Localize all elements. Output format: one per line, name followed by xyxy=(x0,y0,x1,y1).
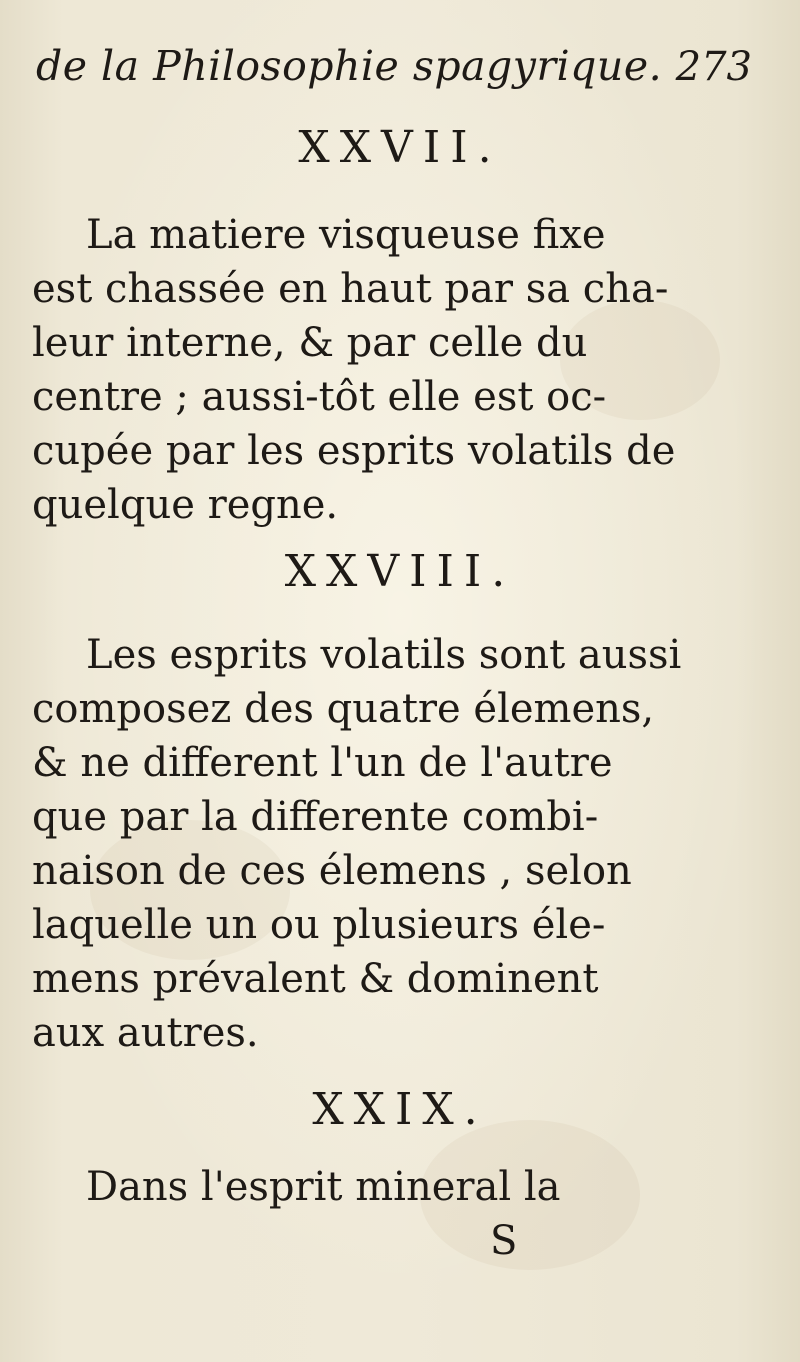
text-line: centre ; aussi-tôt elle est oc- xyxy=(32,374,607,420)
section-paragraph xyxy=(32,628,682,1060)
text-line: leur interne, & par celle du xyxy=(32,320,588,366)
text-line: laquelle un ou plusieurs éle- xyxy=(32,902,606,948)
text-line: composez des quatre élemens, xyxy=(32,686,655,732)
text-line: Dans l'esprit mineral la xyxy=(86,1164,561,1210)
page-number: 273 xyxy=(675,44,752,90)
text-line: est chassée en haut par sa cha- xyxy=(32,266,669,312)
text-line: & ne different l'un de l'autre xyxy=(32,740,613,786)
running-title: de la Philosophie spagyrique. xyxy=(36,42,663,90)
section-heading: XXVIII. xyxy=(284,546,516,597)
text-line: Les esprits volatils sont aussi xyxy=(86,632,682,678)
page-header xyxy=(36,42,756,102)
text-line: cupée par les esprits volatils de xyxy=(32,428,676,474)
text-line: La matiere visqueuse fixe xyxy=(86,212,606,258)
section-paragraph xyxy=(32,1160,672,1214)
section-heading: XXVII. xyxy=(298,122,502,173)
section-paragraph xyxy=(32,208,676,532)
signature-mark: S xyxy=(490,1218,518,1264)
section-heading: XXIX. xyxy=(312,1084,488,1135)
text-line: naison de ces élemens , selon xyxy=(32,848,632,894)
text-line: aux autres. xyxy=(32,1010,259,1056)
text-line: mens prévalent & dominent xyxy=(32,956,599,1002)
text-line: quelque regne. xyxy=(32,482,339,528)
text-line: que par la differente combi- xyxy=(32,794,599,840)
